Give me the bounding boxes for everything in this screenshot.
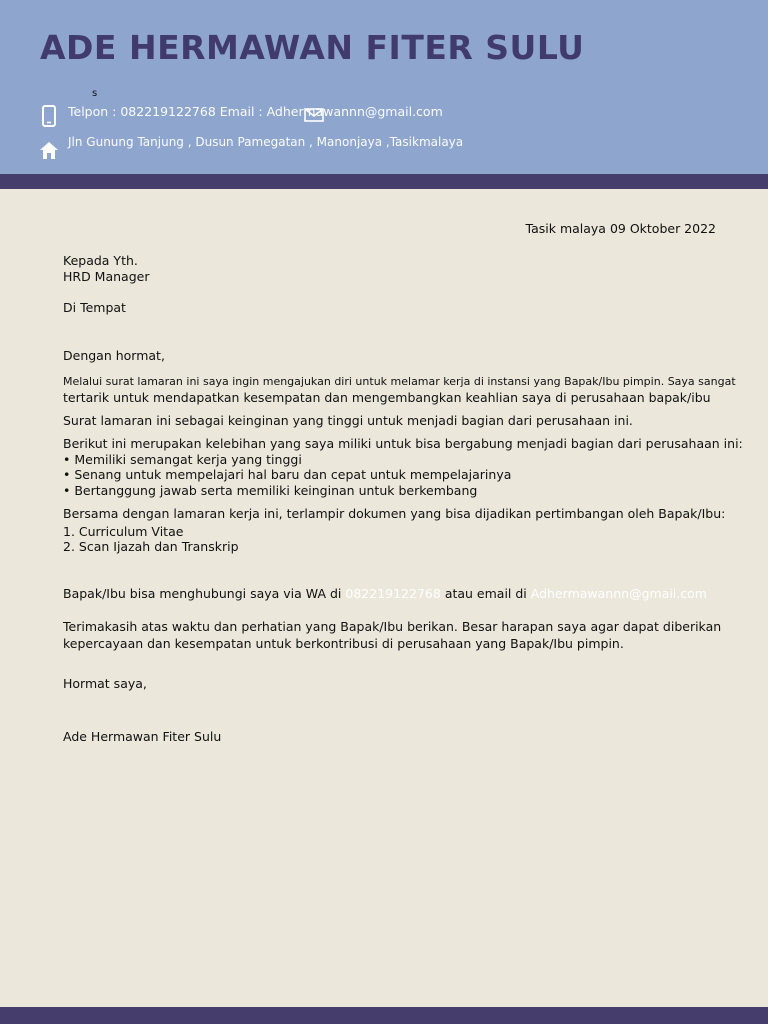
closing-line-2: kepercayaan dan kesempatan untuk berkontribusi di perusahaan yang Bapak/Ibu pimpin.	[63, 636, 624, 651]
contact-paragraph	[63, 586, 707, 602]
recipient-place: Di Tempat	[63, 300, 126, 315]
intro-line-1: Melalui surat lamaran ini saya ingin mengajukan diri untuk melamar kerja di instansi yang Bapak/Ibu pimpin. Saya sangat	[63, 375, 736, 388]
attachments-intro: Bersama dengan lamaran kerja ini, terlampir dokumen yang bisa dijadikan pertimbangan oleh Bapak/Ibu:	[63, 506, 726, 521]
contact-mid: atau email di	[444, 586, 527, 601]
greeting: Dengan hormat,	[63, 348, 165, 363]
signoff: Hormat saya,	[63, 676, 147, 691]
strengths-intro: Berikut ini merupakan kelebihan yang saya miliki untuk bisa bergabung menjadi bagian dari perusahaan ini:	[63, 436, 743, 451]
recipient-line-1: Kepada Yth.	[63, 253, 138, 268]
header-divider-bar	[0, 174, 768, 189]
strength-item: • Senang untuk mempelajari hal baru dan cepat untuk mempelajarinya	[63, 467, 512, 482]
purpose-paragraph: Surat lamaran ini sebagai keinginan yang tinggi untuk menjadi bagian dari perusahaan ini.	[63, 413, 633, 428]
stray-character: s	[92, 88, 98, 99]
strength-item: • Bertanggung jawab serta memiliki keinginan untuk berkembang	[63, 483, 478, 498]
letter-date: Tasik malaya 09 Oktober 2022	[525, 221, 716, 236]
phone-icon	[41, 105, 57, 127]
address-line: Jln Gunung Tanjung , Dusun Pamegatan , Manonjaya ,Tasikmalaya	[68, 135, 464, 149]
intro-line-2: tertarik untuk mendapatkan kesempatan dan mengembangkan keahlian saya di perusahaan bapak/ibu	[63, 390, 711, 405]
attachment-item: 2. Scan Ijazah dan Transkrip	[63, 539, 239, 554]
mail-icon	[304, 108, 324, 122]
closing-line-1: Terimakasih atas waktu dan perhatian yang Bapak/Ibu berikan. Besar harapan saya agar dapat diberikan	[63, 619, 722, 634]
attachment-item: 1. Curriculum Vitae	[63, 524, 184, 539]
recipient-line-2: HRD Manager	[63, 269, 150, 284]
contact-prefix: Bapak/Ibu bisa menghubungi saya via WA di	[63, 586, 342, 601]
contact-phone-link[interactable]: 082219122768	[345, 586, 441, 601]
strength-item: • Memiliki semangat kerja yang tinggi	[63, 452, 302, 467]
contact-line: Telpon : 082219122768 Email : Adhermawannn@gmail.com	[68, 104, 443, 119]
applicant-name: ADE HERMAWAN FITER SULU	[40, 28, 585, 67]
contact-email-link[interactable]: Adhermawannn@gmail.com	[530, 586, 707, 601]
home-icon	[40, 142, 58, 159]
signature-name: Ade Hermawan Fiter Sulu	[63, 729, 222, 744]
footer-bar	[0, 1007, 768, 1024]
